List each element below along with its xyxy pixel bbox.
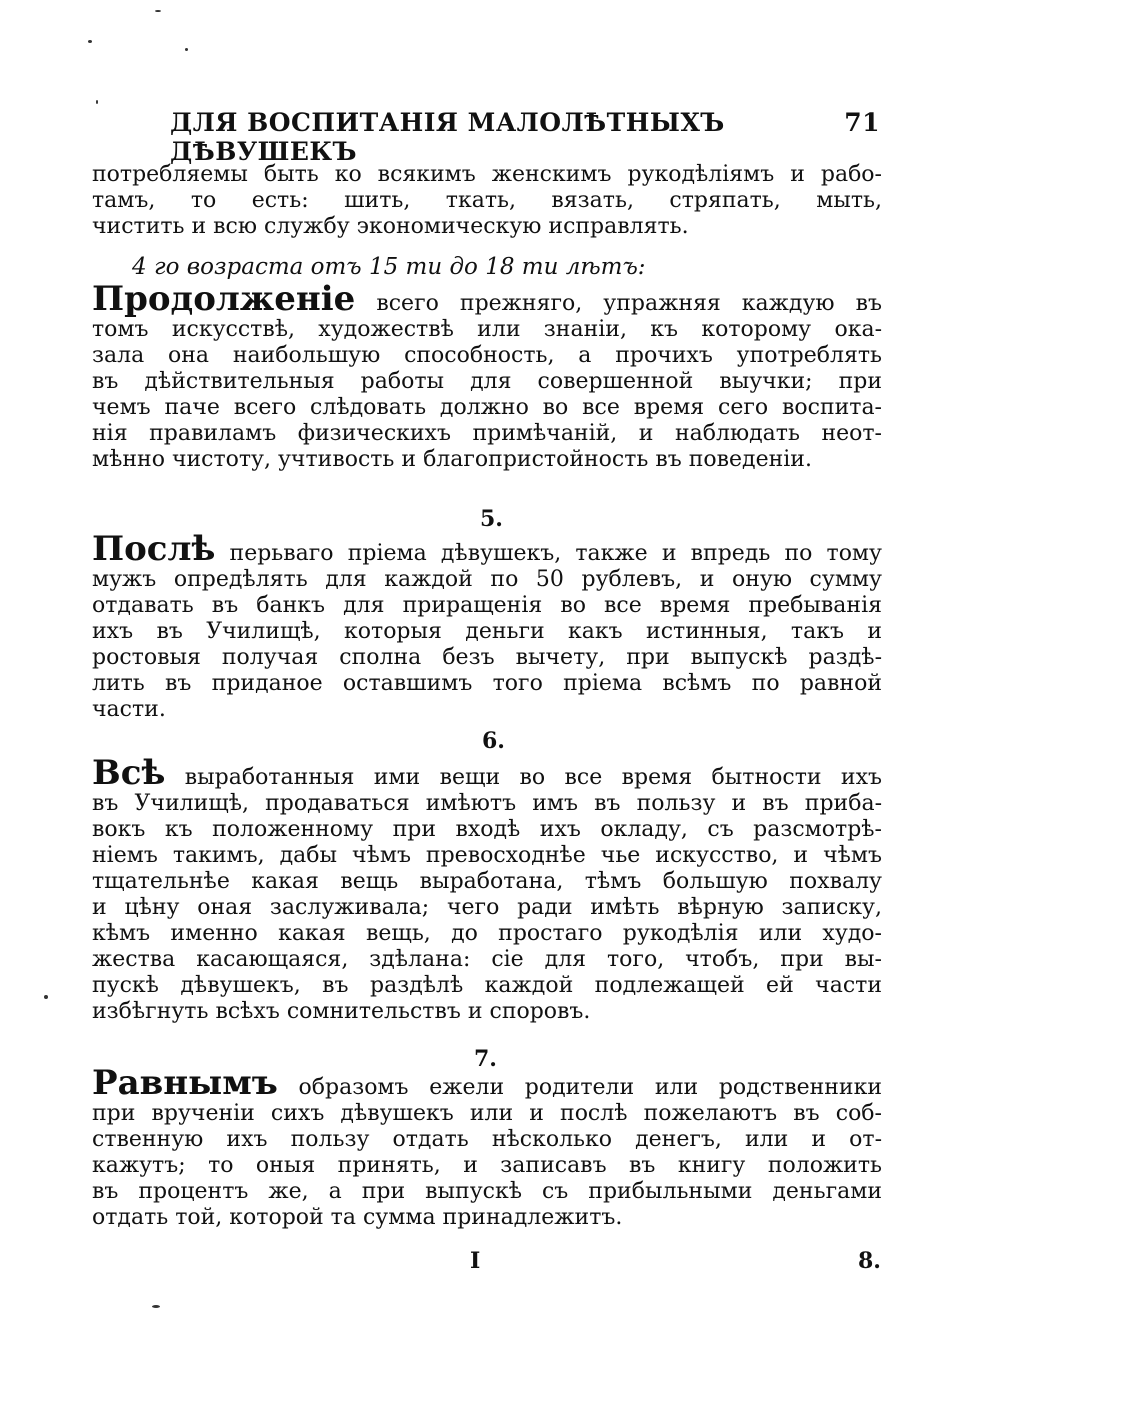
text-line: пускѣ дѣвушекъ, въ раздѣлѣ каждой подлежащей ей части <box>92 973 882 998</box>
text-line-first <box>92 279 882 319</box>
section-5-paragraph <box>92 529 882 723</box>
text-line: при врученіи сихъ дѣвушекъ или и послѣ пожелаютъ въ соб- <box>92 1101 882 1126</box>
text-line: ственную ихъ пользу отдать нѣсколько денегъ, или и от- <box>92 1127 882 1152</box>
text-line: нія правиламъ физическихъ примѣчаній, и наблюдать неот- <box>92 421 882 446</box>
text-line: отдавать въ банкъ для приращенія во все время пребыванія <box>92 593 882 618</box>
text-line: жества касающаяся, здѣлана: сіе для того, чтобъ, при вы- <box>92 947 882 972</box>
text-line: ростовыя получая сполна безъ вычету, при выпускѣ раздѣ- <box>92 645 882 670</box>
text-line: томъ искусствѣ, художествѣ или знаніи, къ которому ока- <box>92 317 882 342</box>
scan-speck <box>152 1305 160 1308</box>
section-6-number: 6. <box>482 728 505 754</box>
text-fragment: перьваго пріема дѣвушекъ, также и впредь по тому <box>229 541 882 566</box>
text-line: въ дѣйствительныя работы для совершенной выучки; при <box>92 369 882 394</box>
text-line: лить въ приданое оставшимъ того пріема всѣмъ по равной <box>92 671 882 696</box>
section-4-subtitle: 4 го возраста отъ 15 ти до 18 ти лѣтъ: <box>132 254 646 280</box>
text-line: въ процентъ же, а при выпускѣ съ прибыльными деньгами <box>92 1179 882 1204</box>
text-line: ихъ въ Училищѣ, которыя деньги какъ истинныя, такъ и <box>92 619 882 644</box>
text-line: тамъ, то есть: шить, ткать, вязать, стряпать, мыть, <box>92 188 882 213</box>
text-line: чистить и всю службу экономическую исправлять. <box>92 214 689 239</box>
text-line: кѣмъ именно какая вещь, до простаго рукодѣлія или худо- <box>92 921 882 946</box>
section-7-number: 7. <box>474 1046 497 1072</box>
text-line: избѣгнуть всѣхъ сомнительствъ и споровъ. <box>92 999 591 1024</box>
header-title: ДЛЯ ВОСПИТАНІЯ МАЛОЛѢТНЫХЪ ДѢВУШЕКЪ <box>170 108 725 166</box>
text-line: зала она наибольшую способность, а прочихъ употреблять <box>92 343 882 368</box>
text-line: въ Училищѣ, продаваться имѣютъ имъ въ пользу и въ приба- <box>92 791 882 816</box>
scan-speck <box>185 48 188 51</box>
text-line: кажутъ; то оныя принять, и записавъ въ книгу положить <box>92 1153 882 1178</box>
scan-speck <box>155 10 161 12</box>
intro-paragraph <box>92 162 882 240</box>
text-line: мужъ опредѣлять для каждой по 50 рублевъ, и оную сумму <box>92 567 882 592</box>
text-fragment: всего прежняго, упражняя каждую въ <box>376 291 882 316</box>
running-header <box>170 108 880 166</box>
drop-word: Продолженіе <box>92 279 356 319</box>
scan-speck <box>88 40 92 43</box>
text-line: чемъ паче всего слѣдовать должно во все время сего воспита- <box>92 395 882 420</box>
page-number: 71 <box>844 108 880 137</box>
signature-mark: I <box>470 1248 481 1274</box>
scan-speck <box>96 100 98 104</box>
section-4-paragraph <box>92 279 882 473</box>
text-line: мѣнно чистоту, учтивость и благопристойность въ поведеніи. <box>92 447 812 472</box>
section-5-number: 5. <box>480 506 503 532</box>
section-7-paragraph <box>92 1063 882 1231</box>
text-line-first <box>92 1063 882 1103</box>
section-6-paragraph <box>92 753 882 1025</box>
drop-word: Послѣ <box>92 529 216 569</box>
text-line-first <box>92 529 882 569</box>
text-fragment: образомъ ежели родители или родственники <box>298 1075 882 1100</box>
text-line: и цѣну оная заслуживала; чего ради имѣть вѣрную записку, <box>92 895 882 920</box>
text-fragment: выработанныя ими вещи во все время бытности ихъ <box>184 765 882 790</box>
text-line: части. <box>92 697 166 722</box>
text-line: вокъ къ положенному при входѣ ихъ окладу, съ разсмотрѣ- <box>92 817 882 842</box>
text-line: ніемъ такимъ, дабы чѣмъ превосходнѣе чье искусство, и чѣмъ <box>92 843 882 868</box>
text-line: потребляемы быть ко всякимъ женскимъ рукодѣліямъ и рабо- <box>92 162 882 187</box>
drop-word: Равнымъ <box>92 1063 278 1103</box>
scan-speck <box>44 995 48 999</box>
text-line: отдать той, которой та сумма принадлежитъ. <box>92 1205 623 1230</box>
text-line: тщательнѣе какая вещь выработана, тѣмъ большую похвалу <box>92 869 882 894</box>
drop-word: Всѣ <box>92 753 166 793</box>
catchword: 8. <box>858 1248 881 1274</box>
text-line-first <box>92 753 882 793</box>
